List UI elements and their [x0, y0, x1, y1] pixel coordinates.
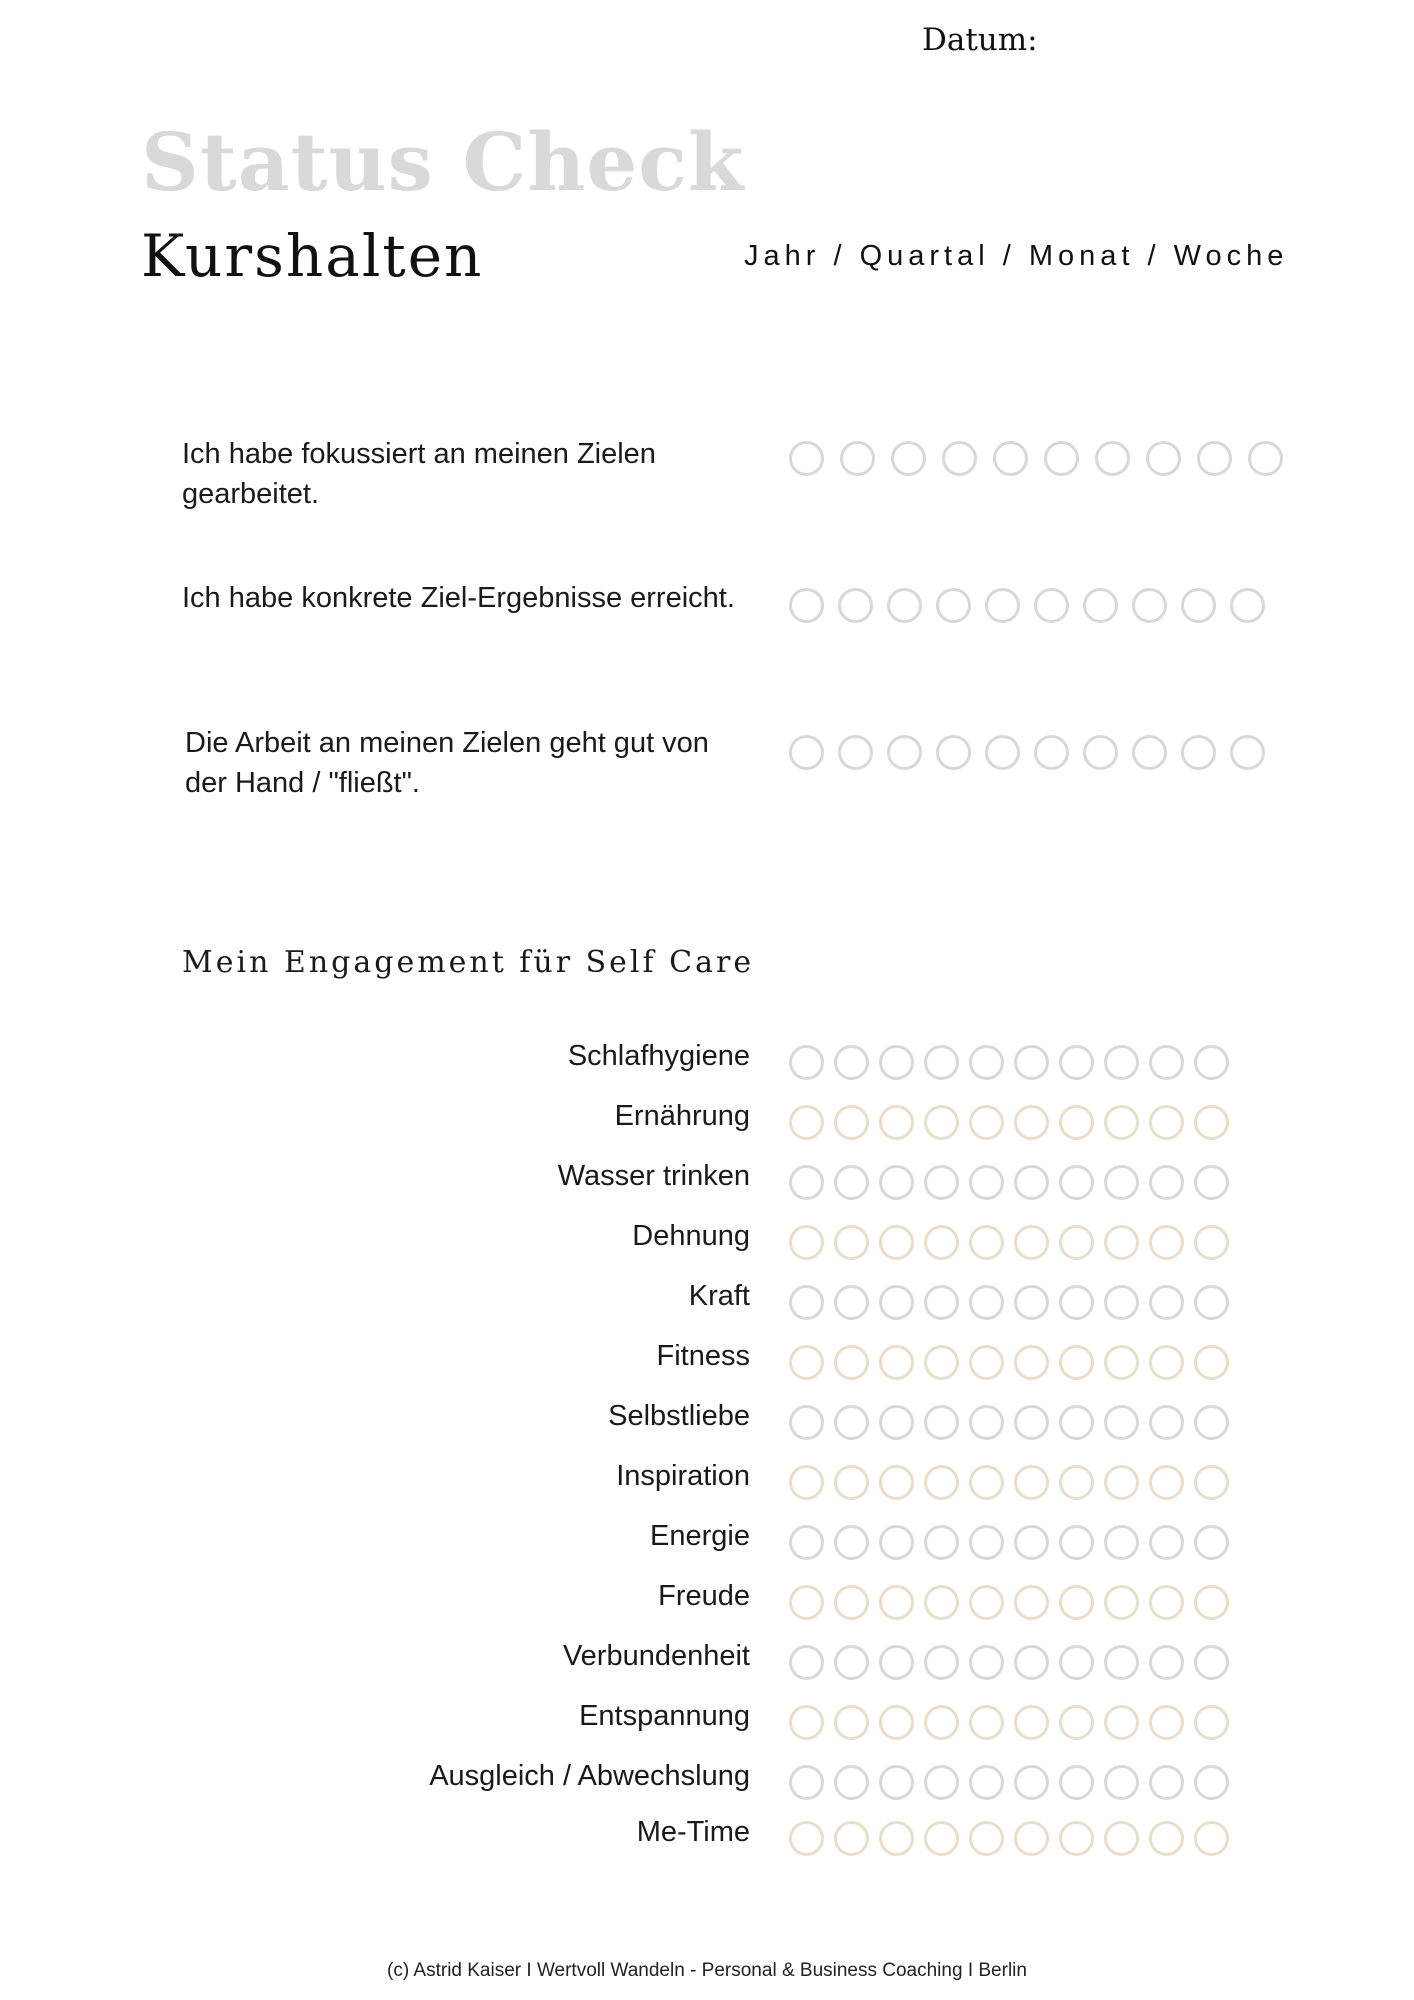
rating-circle[interactable] [789, 1645, 824, 1680]
rating-circle[interactable] [1083, 735, 1118, 770]
rating-circle[interactable] [969, 1465, 1004, 1500]
self-care-label: Inspiration [616, 1460, 750, 1492]
rating-circle[interactable] [1095, 441, 1130, 476]
rating-circle[interactable] [924, 1821, 959, 1856]
rating-circle[interactable] [887, 588, 922, 623]
rating-circle[interactable] [879, 1645, 914, 1680]
rating-circle[interactable] [1104, 1165, 1139, 1200]
rating-circle[interactable] [1194, 1821, 1229, 1856]
rating-circle[interactable] [1149, 1705, 1184, 1740]
rating-circle[interactable] [1104, 1285, 1139, 1320]
self-care-rating-scale [789, 1765, 1229, 1800]
self-care-rating-scale [789, 1405, 1229, 1440]
page-subtitle: Kurshalten [141, 222, 484, 290]
date-label: Datum: [922, 22, 1038, 58]
rating-circle[interactable] [1059, 1105, 1094, 1140]
rating-circle[interactable] [879, 1585, 914, 1620]
rating-circle[interactable] [1194, 1465, 1229, 1500]
question-text: Ich habe fokussiert an meinen Zielen gearbeitet. [182, 438, 656, 510]
rating-circle[interactable] [969, 1225, 1004, 1260]
rating-circle[interactable] [834, 1285, 869, 1320]
self-care-rating-scale [789, 1585, 1229, 1620]
rating-circle[interactable] [789, 441, 824, 476]
rating-circle[interactable] [924, 1705, 959, 1740]
self-care-label: Fitness [656, 1340, 750, 1372]
self-care-rating-scale [789, 1165, 1229, 1200]
rating-circle[interactable] [1104, 1465, 1139, 1500]
rating-circle[interactable] [1104, 1105, 1139, 1140]
period-selector[interactable]: Jahr / Quartal / Monat / Woche [744, 240, 1289, 272]
rating-circle[interactable] [942, 441, 977, 476]
rating-circle[interactable] [789, 1225, 824, 1260]
rating-scale [789, 588, 1265, 623]
rating-circle[interactable] [1230, 588, 1265, 623]
rating-circle[interactable] [1059, 1345, 1094, 1380]
rating-circle[interactable] [1149, 1105, 1184, 1140]
rating-circle[interactable] [969, 1285, 1004, 1320]
rating-circle[interactable] [834, 1045, 869, 1080]
self-care-rating-scale [789, 1225, 1229, 1260]
rating-circle[interactable] [789, 1705, 824, 1740]
rating-circle[interactable] [1149, 1345, 1184, 1380]
rating-circle[interactable] [924, 1645, 959, 1680]
rating-circle[interactable] [887, 735, 922, 770]
rating-circle[interactable] [789, 1045, 824, 1080]
rating-circle[interactable] [969, 1765, 1004, 1800]
rating-circle[interactable] [840, 441, 875, 476]
self-care-rating-scale [789, 1705, 1229, 1740]
rating-circle[interactable] [1181, 588, 1216, 623]
rating-circle[interactable] [969, 1821, 1004, 1856]
rating-circle[interactable] [1014, 1105, 1049, 1140]
rating-circle[interactable] [789, 1765, 824, 1800]
rating-circle[interactable] [789, 588, 824, 623]
rating-circle[interactable] [1132, 588, 1167, 623]
rating-circle[interactable] [789, 1285, 824, 1320]
rating-circle[interactable] [1059, 1165, 1094, 1200]
rating-circle[interactable] [834, 1465, 869, 1500]
page-title: Status Check [141, 115, 745, 209]
rating-circle[interactable] [1194, 1285, 1229, 1320]
footer-credit: (c) Astrid Kaiser I Wertvoll Wandeln - Personal & Business Coaching I Berlin [387, 1960, 1027, 1981]
rating-circle[interactable] [1014, 1821, 1049, 1856]
rating-circle[interactable] [879, 1225, 914, 1260]
rating-circle[interactable] [789, 1345, 824, 1380]
rating-circle[interactable] [838, 588, 873, 623]
rating-circle[interactable] [969, 1525, 1004, 1560]
rating-circle[interactable] [838, 735, 873, 770]
rating-circle[interactable] [1149, 1465, 1184, 1500]
rating-circle[interactable] [1014, 1285, 1049, 1320]
rating-circle[interactable] [789, 1105, 824, 1140]
rating-circle[interactable] [924, 1105, 959, 1140]
rating-circle[interactable] [1059, 1705, 1094, 1740]
rating-circle[interactable] [924, 1405, 959, 1440]
rating-circle[interactable] [985, 588, 1020, 623]
rating-circle[interactable] [1104, 1585, 1139, 1620]
rating-circle[interactable] [924, 1765, 959, 1800]
rating-circle[interactable] [1197, 441, 1232, 476]
rating-circle[interactable] [879, 1285, 914, 1320]
rating-circle[interactable] [1059, 1045, 1094, 1080]
rating-circle[interactable] [936, 735, 971, 770]
rating-scale [789, 441, 1283, 476]
rating-circle[interactable] [879, 1165, 914, 1200]
question-text: Die Arbeit an meinen Zielen geht gut von der Hand / "fließt". [185, 727, 709, 799]
self-care-label: Schlafhygiene [567, 1040, 750, 1072]
self-care-label: Ernährung [614, 1100, 750, 1132]
rating-circle[interactable] [1059, 1405, 1094, 1440]
rating-circle[interactable] [1149, 1585, 1184, 1620]
rating-circle[interactable] [1014, 1525, 1049, 1560]
question-text: Ich habe konkrete Ziel-Ergebnisse erreicht. [182, 582, 735, 614]
self-care-label: Entspannung [579, 1700, 750, 1732]
rating-circle[interactable] [1044, 441, 1079, 476]
self-care-label: Verbundenheit [562, 1640, 750, 1672]
self-care-label: Energie [650, 1520, 750, 1552]
rating-circle[interactable] [1014, 1705, 1049, 1740]
rating-circle[interactable] [879, 1821, 914, 1856]
rating-circle[interactable] [969, 1405, 1004, 1440]
rating-circle[interactable] [1014, 1165, 1049, 1200]
rating-circle[interactable] [789, 1465, 824, 1500]
rating-circle[interactable] [879, 1045, 914, 1080]
rating-circle[interactable] [924, 1045, 959, 1080]
rating-circle[interactable] [1059, 1821, 1094, 1856]
self-care-label: Kraft [688, 1280, 750, 1312]
rating-circle[interactable] [1034, 735, 1069, 770]
rating-circle[interactable] [1014, 1465, 1049, 1500]
rating-circle[interactable] [1104, 1045, 1139, 1080]
rating-circle[interactable] [1194, 1525, 1229, 1560]
rating-circle[interactable] [1149, 1765, 1184, 1800]
self-care-rating-scale [789, 1105, 1229, 1140]
rating-circle[interactable] [1104, 1345, 1139, 1380]
rating-circle[interactable] [1149, 1645, 1184, 1680]
rating-scale [789, 735, 1265, 770]
rating-circle[interactable] [879, 1345, 914, 1380]
self-care-heading: Mein Engagement für Self Care [182, 945, 755, 980]
self-care-rating-scale [789, 1345, 1229, 1380]
rating-circle[interactable] [834, 1705, 869, 1740]
rating-circle[interactable] [789, 1585, 824, 1620]
rating-circle[interactable] [789, 1165, 824, 1200]
self-care-rating-scale [789, 1045, 1229, 1080]
rating-circle[interactable] [1104, 1405, 1139, 1440]
self-care-label: Me-Time [636, 1816, 750, 1848]
rating-circle[interactable] [1149, 1045, 1184, 1080]
rating-circle[interactable] [924, 1225, 959, 1260]
self-care-rating-scale [789, 1285, 1229, 1320]
rating-circle[interactable] [969, 1345, 1004, 1380]
rating-circle[interactable] [1194, 1045, 1229, 1080]
rating-circle[interactable] [1059, 1765, 1094, 1800]
rating-circle[interactable] [1104, 1821, 1139, 1856]
rating-circle[interactable] [1014, 1585, 1049, 1620]
rating-circle[interactable] [1194, 1105, 1229, 1140]
rating-circle[interactable] [1194, 1765, 1229, 1800]
rating-circle[interactable] [1104, 1645, 1139, 1680]
rating-circle[interactable] [789, 735, 824, 770]
rating-circle[interactable] [834, 1165, 869, 1200]
rating-circle[interactable] [879, 1405, 914, 1440]
rating-circle[interactable] [834, 1765, 869, 1800]
rating-circle[interactable] [1149, 1225, 1184, 1260]
rating-circle[interactable] [1230, 735, 1265, 770]
rating-circle[interactable] [1104, 1765, 1139, 1800]
rating-circle[interactable] [985, 735, 1020, 770]
rating-circle[interactable] [879, 1525, 914, 1560]
rating-circle[interactable] [1194, 1645, 1229, 1680]
rating-circle[interactable] [1059, 1585, 1094, 1620]
rating-circle[interactable] [834, 1645, 869, 1680]
self-care-label: Dehnung [632, 1220, 750, 1252]
rating-circle[interactable] [924, 1525, 959, 1560]
self-care-label: Wasser trinken [557, 1160, 750, 1192]
rating-circle[interactable] [1194, 1165, 1229, 1200]
rating-circle[interactable] [879, 1765, 914, 1800]
rating-circle[interactable] [1034, 588, 1069, 623]
self-care-rating-scale [789, 1645, 1229, 1680]
rating-circle[interactable] [1014, 1765, 1049, 1800]
rating-circle[interactable] [993, 441, 1028, 476]
rating-circle[interactable] [1104, 1705, 1139, 1740]
rating-circle[interactable] [879, 1105, 914, 1140]
rating-circle[interactable] [789, 1525, 824, 1560]
rating-circle[interactable] [1194, 1585, 1229, 1620]
rating-circle[interactable] [879, 1705, 914, 1740]
rating-circle[interactable] [789, 1821, 824, 1856]
self-care-label: Freude [658, 1580, 750, 1612]
rating-circle[interactable] [1059, 1465, 1094, 1500]
self-care-rating-scale [789, 1525, 1229, 1560]
self-care-rating-scale [789, 1465, 1229, 1500]
rating-circle[interactable] [891, 441, 926, 476]
rating-circle[interactable] [1181, 735, 1216, 770]
rating-circle[interactable] [1104, 1525, 1139, 1560]
rating-circle[interactable] [789, 1405, 824, 1440]
rating-circle[interactable] [924, 1345, 959, 1380]
rating-circle[interactable] [924, 1585, 959, 1620]
rating-circle[interactable] [879, 1465, 914, 1500]
rating-circle[interactable] [834, 1105, 869, 1140]
rating-circle[interactable] [969, 1105, 1004, 1140]
rating-circle[interactable] [1194, 1405, 1229, 1440]
rating-circle[interactable] [969, 1045, 1004, 1080]
rating-circle[interactable] [834, 1405, 869, 1440]
rating-circle[interactable] [1059, 1225, 1094, 1260]
rating-circle[interactable] [969, 1705, 1004, 1740]
rating-circle[interactable] [969, 1645, 1004, 1680]
rating-circle[interactable] [924, 1465, 959, 1500]
rating-circle[interactable] [1149, 1405, 1184, 1440]
rating-circle[interactable] [969, 1165, 1004, 1200]
self-care-rating-scale [789, 1821, 1229, 1856]
rating-circle[interactable] [1146, 441, 1181, 476]
rating-circle[interactable] [1059, 1645, 1094, 1680]
self-care-label: Ausgleich / Abwechslung [429, 1760, 750, 1792]
rating-circle[interactable] [1194, 1705, 1229, 1740]
rating-circle[interactable] [834, 1345, 869, 1380]
rating-circle[interactable] [1194, 1225, 1229, 1260]
rating-circle[interactable] [1014, 1045, 1049, 1080]
rating-circle[interactable] [936, 588, 971, 623]
rating-circle[interactable] [1248, 441, 1283, 476]
rating-circle[interactable] [1059, 1285, 1094, 1320]
rating-circle[interactable] [1014, 1225, 1049, 1260]
rating-circle[interactable] [834, 1225, 869, 1260]
rating-circle[interactable] [1149, 1821, 1184, 1856]
rating-circle[interactable] [1149, 1525, 1184, 1560]
rating-circle[interactable] [1014, 1405, 1049, 1440]
rating-circle[interactable] [1059, 1525, 1094, 1560]
rating-circle[interactable] [924, 1165, 959, 1200]
rating-circle[interactable] [1149, 1285, 1184, 1320]
rating-circle[interactable] [1132, 735, 1167, 770]
rating-circle[interactable] [1014, 1345, 1049, 1380]
rating-circle[interactable] [1194, 1345, 1229, 1380]
rating-circle[interactable] [1083, 588, 1118, 623]
rating-circle[interactable] [834, 1525, 869, 1560]
rating-circle[interactable] [924, 1285, 959, 1320]
rating-circle[interactable] [834, 1585, 869, 1620]
self-care-label: Selbstliebe [608, 1400, 750, 1432]
rating-circle[interactable] [969, 1585, 1004, 1620]
rating-circle[interactable] [1104, 1225, 1139, 1260]
rating-circle[interactable] [1014, 1645, 1049, 1680]
rating-circle[interactable] [1149, 1165, 1184, 1200]
rating-circle[interactable] [834, 1821, 869, 1856]
